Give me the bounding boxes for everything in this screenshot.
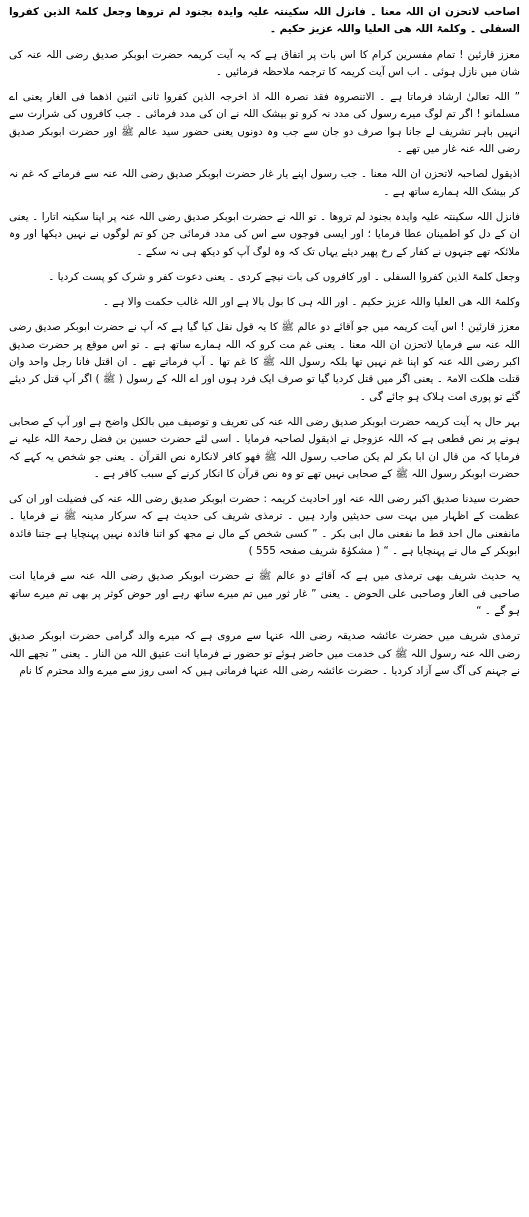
text-paragraph: ” اللہ تعالیٰ ارشاد فرماتا ہے ۔ الاتنصروہ فقد نصرہ اللہ اذ اخرجہ الذین کفروا ثانی اثنین اذھما فی الغار یعنی اے مسلمانو ! اگر تم لوگ میرے رسول کی مدد نہ کرو تو بیشک اللہ نے ان کی مدد فرمائی ۔ جب کافروں کی شرارت سے انہیں باہر تشریف لے جانا ہوا صرف دو جان سے جب وہ دونوں یعنی حضور سید عالم ﷺ اور حضرت ابوبکر صدیق رضی اللہ عنہ غار میں تھے ۔	[9, 91, 520, 156]
text-paragraph: بہر حال یہ آیت کریمہ حضرت ابوبکر صدیق رضی اللہ عنہ کی تعریف و توصیف میں بالکل واضح ہے اور آپ کے صحابی ہونے پر نص قطعی ہے کہ اللہ عزوجل نے اذیقول لصاحبہ فرمایا ۔ اسی لئے حضرت حسین بن فضل رحمۃ اللہ علیہ نے فرمایا کہ من قال ان ابا بکر لم یکن صاحب رسول اللہ ﷺ فھو کافر لانکارہ نص القرآن ۔ یعنی جو شخص یہ کہے کہ حضرت ابوبکر رسول اللہ ﷺ کے صحابی نہیں تھے تو وہ نص قرآن کا انکار کرنے کے سبب کافر ہے ۔	[9, 415, 520, 480]
text-paragraph: حضرت سیدنا صدیق اکبر رضی اللہ عنہ اور احادیث کریمہ : حضرت ابوبکر صدیق رضی اللہ عنہ کی فضیلت اور ان کی عظمت کے اظہار میں بہت سی حدیثیں وارد ہیں ۔ ترمذی شریف کی حدیث ہے کہ سرکار مدینہ ﷺ نے فرمایا ۔ مانفعنی مال احد قط ما نفعنی مال ابی بکر ۔ ” کسی شخص کے مال نے مجھ کو اتنا فائدہ نہیں پہنچایا ہے جتنا فائدہ ابوبکر کے مال نے پہنچایا ہے ۔ “ ( مشکوٰۃ شریف صفحہ 555 )	[9, 493, 520, 558]
text-paragraph: فانزل اللہ سکینتہ علیہ وایدہ بجنود لم تروھا ۔ تو اللہ نے حضرت ابوبکر صدیق رضی اللہ عنہ پر اپنا سکینہ اتارا ۔ یعنی ان کے دل کو اطمینان عطا فرمایا ؛ اور ایسی فوجوں سے اس کی مدد فرمائی جن کو تم لوگوں نے نہیں دیکھا اور وہ ملائکہ تھے جنہوں نے کفار کے رخ پھیر دیئے یہاں تک کہ وہ لوگ آپ کو دیکھ ہی نہ سکے ۔	[9, 210, 520, 258]
text-paragraph: وکلمۃ اللہ ھی العلیا واللہ عزیز حکیم ۔ اور اللہ ہی کا بول بالا ہے اور اللہ غالب حکمت والا ہے ۔	[102, 296, 520, 309]
text-paragraph: معزز قارئین ! اس آیت کریمہ میں جو آقائے دو عالم ﷺ کا یہ قول نقل کیا گیا ہے کہ آپ نے حضرت ابوبکر صدیق رضی اللہ عنہ سے فرمایا لاتحزن ان اللہ معنا ۔ یعنی غم مت کرو کہ اللہ ہمارے ساتھ ہے ۔ تو اس موقع پر حضرت صدیق اکبر رضی اللہ عنہ کو اپنا غم نہیں تھا بلکہ رسول اللہ ﷺ کا غم تھا ۔ آپ فرماتے تھے ۔ ان اقتل فانا رجل واحد وان قتلت ھلکت الامۃ ۔ یعنی اگر میں قتل کردیا گیا تو صرف ایک فرد ہوں اور اے اللہ کے رسول ( ﷺ ) اگر آپ قتل کر دیئے گئے تو پوری امت ہلاک ہو جائے گی ۔	[9, 321, 520, 403]
text-paragraph: ترمذی شریف میں حضرت عائشہ صدیقہ رضی اللہ عنہا سے مروی ہے کہ میرے والد گرامی حضرت ابوبکر صدیق رضی اللہ عنہ رسول اللہ ﷺ کی خدمت میں حاضر ہوئے تو حضور نے فرمایا انت عتیق اللہ من النار ۔ یعنی ” تجھے اللہ نے جہنم کی آگ سے آزاد کردیا ۔ حضرت عائشہ رضی اللہ عنہا فرماتی ہیں کہ اسی روز سے میرے والد محترم کا نام	[9, 630, 520, 677]
text-paragraph: یہ حدیث شریف بھی ترمذی میں ہے کہ آقائے دو عالم ﷺ نے حضرت ابوبکر صدیق رضی اللہ عنہ سے فرمایا انت صاحبی فی الغار وصاحبی علی الحوض ۔ یعنی ” غار ثور میں تم میرے ساتھ رہے اور حوض کوثر پر بھی تم میرے ساتھ ہو گے ۔ “	[9, 570, 520, 617]
text-paragraph: معزز قارئین ! تمام مفسرین کرام کا اس بات پر اتفاق ہے کہ یہ آیت کریمہ حضرت ابوبکر صدیق رضی اللہ عنہ کی شان میں نازل ہوئی ۔ اب اس آیت کریمہ کا ترجمہ ملاحظہ فرمائیں ۔	[9, 48, 520, 78]
text-paragraph: اذیقول لصاحبہ لاتحزن ان اللہ معنا ۔ جب رسول اپنے یار غار حضرت ابوبکر صدیق رضی اللہ عنہ سے فرماتے کہ غم نہ کر بیشک اللہ ہمارے ساتھ ہے ۔	[9, 168, 520, 198]
text-paragraph: وجعل کلمۃ الذین کفروا السفلی ۔ اور کافروں کی بات نیچے کردی ۔ یعنی دعوت کفر و شرک کو پست کردیا ۔	[48, 270, 520, 283]
quran-verse-paragraph: اصاحب لاتحزن ان اللہ معنا ۔ فانزل اللہ سکینتہ علیہ وایدہ بجنود لم تروھا وجعل کلمۃ الذین کفروا السفلی ۔ وکلمۃ اللہ ھی العلیا واللہ عزیز حکیم ۔	[9, 6, 520, 36]
